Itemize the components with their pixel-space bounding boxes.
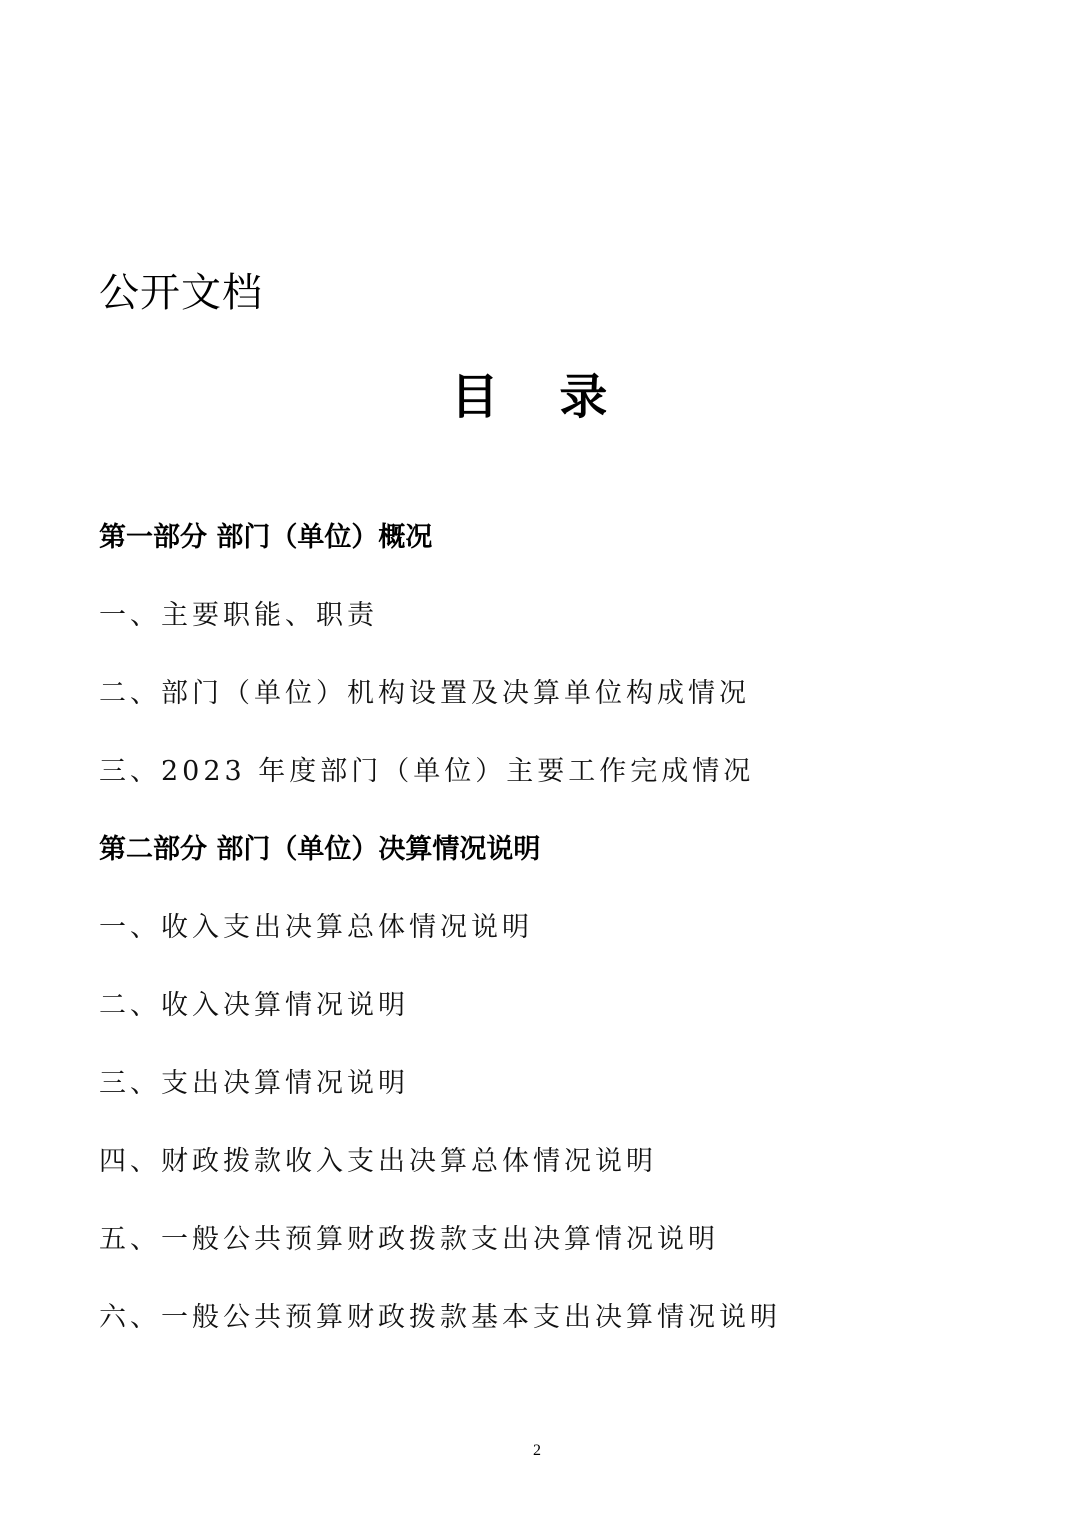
toc-entry[interactable]: 一、主要职能、职责	[99, 600, 378, 631]
toc-title: 目 录	[450, 369, 630, 425]
toc-part-heading[interactable]: 第二部分 部门（单位）决算情况说明	[99, 834, 541, 865]
toc-entry[interactable]: 三、2023 年度部门（单位）主要工作完成情况	[99, 756, 755, 787]
toc-entry[interactable]: 一、收入支出决算总体情况说明	[99, 912, 533, 943]
toc-entry[interactable]: 二、部门（单位）机构设置及决算单位构成情况	[99, 678, 750, 709]
toc-entry[interactable]: 二、收入决算情况说明	[99, 990, 409, 1021]
toc-entry[interactable]: 五、一般公共预算财政拨款支出决算情况说明	[99, 1224, 719, 1255]
toc-entry[interactable]: 四、财政拨款收入支出决算总体情况说明	[99, 1146, 657, 1177]
document-classification-label: 公开文档	[99, 270, 263, 316]
toc-entry[interactable]: 三、支出决算情况说明	[99, 1068, 409, 1099]
page-number: 2	[533, 1442, 541, 1459]
table-of-contents	[99, 516, 781, 1374]
toc-entry[interactable]: 六、一般公共预算财政拨款基本支出决算情况说明	[99, 1302, 781, 1333]
toc-part-heading[interactable]: 第一部分 部门（单位）概况	[99, 522, 433, 553]
